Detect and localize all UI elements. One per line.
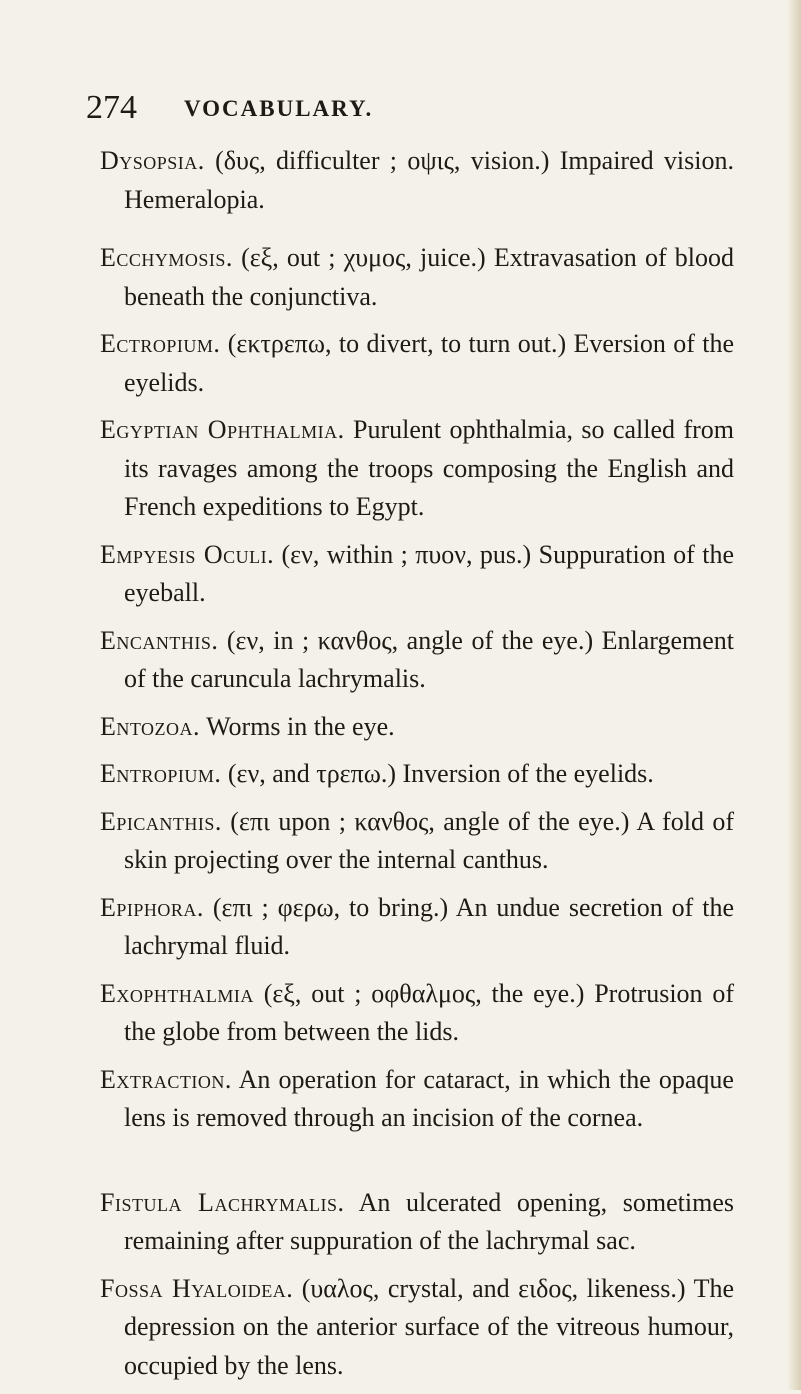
entry-encanthis — [100, 622, 734, 699]
entry-term: Ectropium. — [100, 329, 221, 358]
entry-definition: Suppuration of the eyeball. — [124, 539, 734, 607]
entry-term: Fistula Lachrymalis. — [100, 1187, 345, 1217]
entry-definition: A fold of skin projecting over the internal canthus. — [124, 806, 734, 874]
page-header — [86, 88, 726, 128]
entry-etymology: (εν, and τρεπω.) — [227, 759, 397, 788]
entry-term: Ecchymosis. — [100, 243, 233, 272]
entry-extraction — [100, 1061, 734, 1138]
entry-definition: An ulcerated opening, sometimes remaining after suppuration of the lachrymal sac. — [124, 1187, 734, 1255]
entry-egyptian-ophthalmia — [100, 411, 734, 527]
entry-epicanthis — [100, 803, 734, 880]
vocabulary-entries — [100, 142, 734, 1394]
entry-ectropium — [100, 325, 734, 402]
page-number: 274 — [86, 89, 137, 126]
entry-etymology: (εν, within ; πυον, pus.) — [281, 539, 532, 569]
entry-term: Exophthalmia — [100, 978, 254, 1008]
entry-term: Epicanthis. — [100, 806, 222, 836]
entry-etymology: (εν, in ; κανθος, angle of the eye.) — [226, 625, 594, 655]
entry-entozoa — [100, 708, 734, 747]
entry-term: Extraction. — [100, 1064, 232, 1094]
entry-term: Empyesis Oculi. — [100, 539, 275, 569]
entry-definition: Enlargement of the caruncula lachrymalis. — [124, 625, 734, 693]
entry-term: Entropium. — [100, 759, 222, 788]
entry-etymology: (υαλος, crystal, and ειδος, likeness.) — [301, 1273, 686, 1303]
entry-fossa-hyaloidea — [100, 1270, 734, 1386]
entry-exophthalmia — [100, 975, 734, 1052]
entry-definition: The depression on the anterior surface of the vitreous humour, occupied by the lens. — [124, 1273, 735, 1380]
entry-definition: Inversion of the eyelids. — [402, 759, 654, 788]
entry-dysopsia — [100, 142, 734, 219]
entry-etymology: (εξ, out ; οφθαλμος, the eye.) — [263, 978, 585, 1008]
entry-definition: Protrusion of the globe from between the lids. — [124, 978, 735, 1046]
entry-etymology: (εξ, out ; χυμος, juice.) — [241, 243, 486, 272]
entry-definition: Worms in the eye. — [206, 711, 395, 741]
entry-term: Fossa Hyaloidea. — [100, 1273, 294, 1303]
entry-term: Dysopsia. — [100, 146, 205, 175]
entry-entropium — [100, 755, 734, 794]
entry-term: Entozoa. — [100, 711, 201, 741]
entry-definition: An operation for cataract, in which the opaque lens is removed through an incision of the cornea. — [124, 1064, 734, 1132]
entry-term: Egyptian Ophthalmia. — [100, 415, 345, 444]
entry-epiphora — [100, 889, 734, 966]
entry-term: Encanthis. — [100, 625, 219, 655]
entry-etymology: (επι ; φερω, to bring.) — [212, 892, 449, 922]
entry-etymology: (επι upon ; κανθος, angle of the eye.) — [230, 806, 630, 836]
running-head: VOCABULARY. — [184, 96, 374, 121]
entry-definition: Purulent ophthalmia, so called from its ravages among the troops composing the English and French expeditions to Egypt. — [124, 415, 734, 521]
entry-etymology: (δυς, difficulter ; οψις, vision.) — [215, 146, 550, 175]
entry-definition: Impaired vision. Hemeralopia. — [124, 146, 734, 214]
entry-definition: Extravasation of blood beneath the conjunctiva. — [124, 243, 735, 311]
entry-definition: An undue secretion of the lachrymal fluid. — [124, 892, 734, 960]
page-edge — [787, 0, 801, 1390]
entry-ecchymosis — [100, 239, 734, 316]
entry-empyesis-oculi — [100, 536, 734, 613]
entry-etymology: (εκτρεπω, to divert, to turn out.) — [227, 329, 567, 358]
entry-fistula-lachrymalis — [100, 1184, 734, 1261]
entry-definition: Eversion of the eyelids. — [124, 329, 735, 397]
entry-term: Epiphora. — [100, 892, 204, 922]
